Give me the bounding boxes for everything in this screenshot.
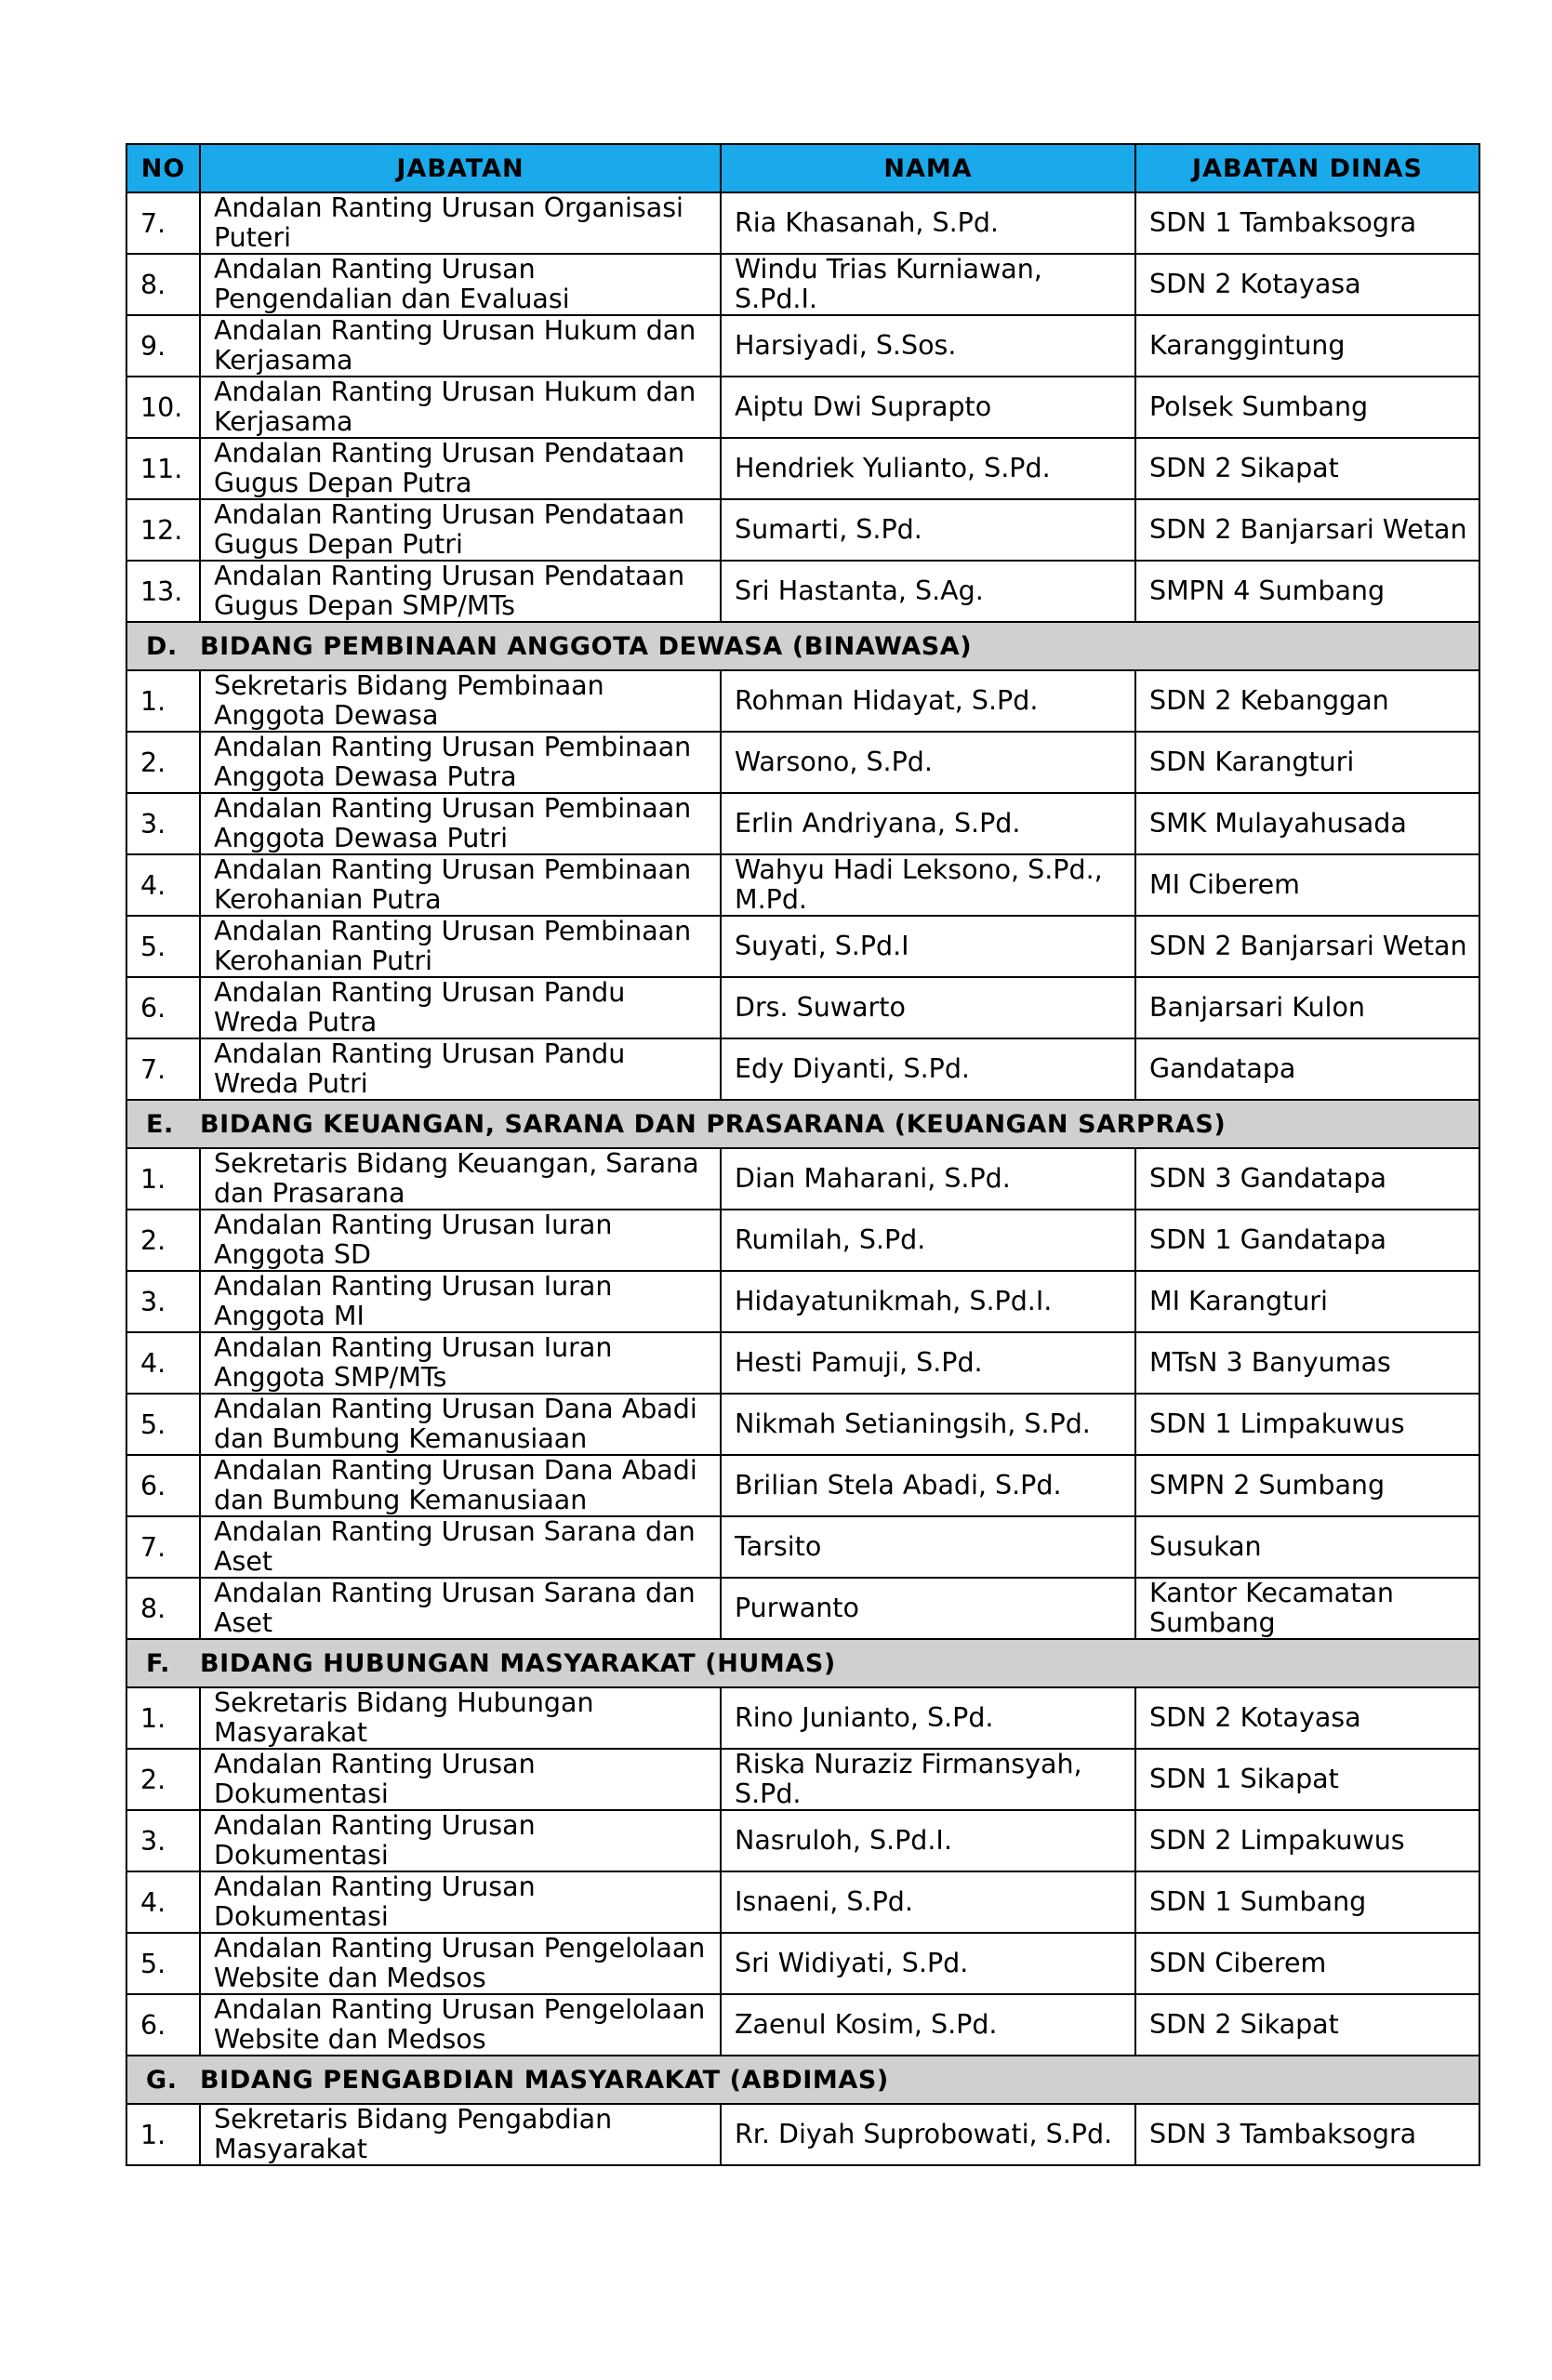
table-row (126, 1687, 1479, 1749)
section-letter: F. (146, 1648, 170, 1678)
row-nama: Zaenul Kosim, S.Pd. (721, 1994, 1135, 2056)
table-row (126, 315, 1479, 377)
row-number: 3. (126, 1271, 200, 1332)
row-number: 3. (126, 1810, 200, 1871)
row-nama: Rumilah, S.Pd. (721, 1210, 1135, 1271)
row-nama: Brilian Stela Abadi, S.Pd. (721, 1455, 1135, 1516)
row-jabatan: Andalan Ranting Urusan Dokumentasi (200, 1871, 721, 1933)
row-jabatan: Andalan Ranting Urusan Pembinaan Anggota Dewasa Putra (200, 732, 721, 793)
row-nama: Isnaeni, S.Pd. (721, 1871, 1135, 1933)
row-jabatan: Andalan Ranting Urusan Sarana dan Aset (200, 1516, 721, 1578)
row-nama: Rohman Hidayat, S.Pd. (721, 670, 1135, 732)
row-jabatan-dinas: SDN 2 Banjarsari Wetan (1135, 499, 1479, 561)
row-jabatan: Andalan Ranting Urusan Pendataan Gugus Depan Putra (200, 438, 721, 499)
row-jabatan-dinas: SDN 2 Limpakuwus (1135, 1810, 1479, 1871)
row-jabatan-dinas: Kantor Kecamatan Sumbang (1135, 1578, 1479, 1639)
row-nama: Sri Widiyati, S.Pd. (721, 1933, 1135, 1994)
section-title-cell (126, 1639, 1479, 1687)
row-nama: Drs. Suwarto (721, 977, 1135, 1038)
table-header (126, 144, 1479, 192)
table-row (126, 438, 1479, 499)
row-jabatan-dinas: SDN 2 Kebanggan (1135, 670, 1479, 732)
table-row (126, 2104, 1479, 2165)
table-row (126, 1933, 1479, 1994)
row-jabatan-dinas: SDN 3 Tambaksogra (1135, 2104, 1479, 2165)
row-jabatan: Andalan Ranting Urusan Pengelolaan Website dan Medsos (200, 1933, 721, 1994)
row-nama: Tarsito (721, 1516, 1135, 1578)
row-jabatan-dinas: SMPN 4 Sumbang (1135, 561, 1479, 622)
row-number: 6. (126, 1994, 200, 2056)
row-number: 5. (126, 1933, 200, 1994)
row-nama: Dian Maharani, S.Pd. (721, 1148, 1135, 1210)
section-header-row (126, 622, 1479, 670)
row-number: 2. (126, 1210, 200, 1271)
table-row (126, 1210, 1479, 1271)
row-jabatan-dinas: SDN 1 Limpakuwus (1135, 1394, 1479, 1455)
row-number: 5. (126, 1394, 200, 1455)
section-letter: G. (146, 2065, 178, 2095)
row-number: 4. (126, 1332, 200, 1394)
section-title-cell (126, 2056, 1479, 2104)
section-title: BIDANG KEUANGAN, SARANA DAN PRASARANA (KEUANGAN SARPRAS) (200, 1109, 1227, 1139)
header-no: NO (126, 144, 200, 192)
row-jabatan: Andalan Ranting Urusan Iuran Anggota MI (200, 1271, 721, 1332)
row-jabatan: Andalan Ranting Urusan Pendataan Gugus Depan Putri (200, 499, 721, 561)
table-row (126, 1038, 1479, 1100)
row-nama: Harsiyadi, S.Sos. (721, 315, 1135, 377)
row-nama: Windu Trias Kurniawan, S.Pd.I. (721, 254, 1135, 315)
row-jabatan-dinas: SDN 2 Kotayasa (1135, 254, 1479, 315)
row-number: 8. (126, 1578, 200, 1639)
row-nama: Hidayatunikmah, S.Pd.I. (721, 1271, 1135, 1332)
row-jabatan-dinas: SDN 2 Sikapat (1135, 438, 1479, 499)
row-jabatan-dinas: MTsN 3 Banyumas (1135, 1332, 1479, 1394)
row-jabatan-dinas: SDN 2 Banjarsari Wetan (1135, 916, 1479, 977)
row-jabatan-dinas: SDN 2 Kotayasa (1135, 1687, 1479, 1749)
table-row (126, 1394, 1479, 1455)
row-jabatan: Sekretaris Bidang Pengabdian Masyarakat (200, 2104, 721, 2165)
row-nama: Rr. Diyah Suprobowati, S.Pd. (721, 2104, 1135, 2165)
row-jabatan: Andalan Ranting Urusan Dokumentasi (200, 1749, 721, 1810)
header-jabatan: JABATAN (200, 144, 721, 192)
table-row (126, 1332, 1479, 1394)
table-row (126, 1455, 1479, 1516)
table-row (126, 977, 1479, 1038)
row-jabatan-dinas: Karanggintung (1135, 315, 1479, 377)
row-nama: Hesti Pamuji, S.Pd. (721, 1332, 1135, 1394)
row-jabatan-dinas: SDN 2 Sikapat (1135, 1994, 1479, 2056)
table-row (126, 377, 1479, 438)
row-number: 5. (126, 916, 200, 977)
table-row (126, 192, 1479, 254)
row-number: 1. (126, 670, 200, 732)
section-title-cell (126, 1100, 1479, 1148)
row-number: 7. (126, 1516, 200, 1578)
row-number: 12. (126, 499, 200, 561)
row-jabatan-dinas: SDN 1 Gandatapa (1135, 1210, 1479, 1271)
header-row (126, 144, 1479, 192)
row-number: 9. (126, 315, 200, 377)
row-jabatan: Sekretaris Bidang Keuangan, Sarana dan Prasarana (200, 1148, 721, 1210)
section-letter: D. (146, 631, 178, 661)
row-nama: Sumarti, S.Pd. (721, 499, 1135, 561)
row-nama: Rino Junianto, S.Pd. (721, 1687, 1135, 1749)
row-jabatan: Sekretaris Bidang Pembinaan Anggota Dewasa (200, 670, 721, 732)
row-jabatan: Andalan Ranting Urusan Pembinaan Kerohanian Putra (200, 854, 721, 916)
row-jabatan: Andalan Ranting Urusan Dana Abadi dan Bumbung Kemanusiaan (200, 1394, 721, 1455)
row-number: 13. (126, 561, 200, 622)
row-number: 1. (126, 1148, 200, 1210)
row-number: 7. (126, 192, 200, 254)
row-number: 2. (126, 732, 200, 793)
row-jabatan-dinas: SDN 1 Sikapat (1135, 1749, 1479, 1810)
row-number: 7. (126, 1038, 200, 1100)
row-number: 4. (126, 1871, 200, 1933)
section-title-cell (126, 622, 1479, 670)
row-jabatan: Andalan Ranting Urusan Sarana dan Aset (200, 1578, 721, 1639)
table-row (126, 1994, 1479, 2056)
row-jabatan: Andalan Ranting Urusan Iuran Anggota SD (200, 1210, 721, 1271)
table-row (126, 1271, 1479, 1332)
row-number: 8. (126, 254, 200, 315)
row-nama: Nikmah Setianingsih, S.Pd. (721, 1394, 1135, 1455)
table-row (126, 1578, 1479, 1639)
row-jabatan-dinas: SDN 1 Tambaksogra (1135, 192, 1479, 254)
table-row (126, 1749, 1479, 1810)
section-header-row (126, 1639, 1479, 1687)
table-row (126, 670, 1479, 732)
row-nama: Erlin Andriyana, S.Pd. (721, 793, 1135, 854)
row-number: 1. (126, 2104, 200, 2165)
table-row (126, 793, 1479, 854)
row-jabatan: Andalan Ranting Urusan Pandu Wreda Putri (200, 1038, 721, 1100)
row-jabatan: Andalan Ranting Urusan Organisasi Puteri (200, 192, 721, 254)
row-jabatan-dinas: SMK Mulayahusada (1135, 793, 1479, 854)
row-number: 10. (126, 377, 200, 438)
table-row (126, 732, 1479, 793)
section-title: BIDANG PEMBINAAN ANGGOTA DEWASA (BINAWASA) (200, 631, 973, 661)
table-row (126, 1148, 1479, 1210)
row-nama: Wahyu Hadi Leksono, S.Pd., M.Pd. (721, 854, 1135, 916)
row-nama: Riska Nuraziz Firmansyah, S.Pd. (721, 1749, 1135, 1810)
row-jabatan-dinas: Gandatapa (1135, 1038, 1479, 1100)
table-row (126, 254, 1479, 315)
row-jabatan: Andalan Ranting Urusan Dana Abadi dan Bumbung Kemanusiaan (200, 1455, 721, 1516)
section-title: BIDANG PENGABDIAN MASYARAKAT (ABDIMAS) (200, 2065, 889, 2095)
row-jabatan-dinas: Polsek Sumbang (1135, 377, 1479, 438)
section-letter: E. (146, 1109, 174, 1139)
row-jabatan: Andalan Ranting Urusan Pembinaan Anggota Dewasa Putri (200, 793, 721, 854)
row-jabatan: Andalan Ranting Urusan Pengendalian dan Evaluasi (200, 254, 721, 315)
row-nama: Ria Khasanah, S.Pd. (721, 192, 1135, 254)
row-jabatan: Andalan Ranting Urusan Pengelolaan Website dan Medsos (200, 1994, 721, 2056)
row-jabatan-dinas: SDN 3 Gandatapa (1135, 1148, 1479, 1210)
row-nama: Hendriek Yulianto, S.Pd. (721, 438, 1135, 499)
row-number: 3. (126, 793, 200, 854)
row-number: 2. (126, 1749, 200, 1810)
row-nama: Suyati, S.Pd.I (721, 916, 1135, 977)
row-jabatan-dinas: MI Karangturi (1135, 1271, 1479, 1332)
row-jabatan: Andalan Ranting Urusan Hukum dan Kerjasama (200, 377, 721, 438)
table-row (126, 561, 1479, 622)
table-row (126, 1516, 1479, 1578)
row-nama: Purwanto (721, 1578, 1135, 1639)
section-title: BIDANG HUBUNGAN MASYARAKAT (HUMAS) (200, 1648, 836, 1678)
table-row (126, 1810, 1479, 1871)
row-number: 11. (126, 438, 200, 499)
section-header-row (126, 2056, 1479, 2104)
row-number: 6. (126, 977, 200, 1038)
table-row (126, 499, 1479, 561)
row-jabatan-dinas: Susukan (1135, 1516, 1479, 1578)
row-jabatan-dinas: SDN 1 Sumbang (1135, 1871, 1479, 1933)
table-row (126, 1871, 1479, 1933)
roster-table (126, 143, 1480, 2166)
row-jabatan-dinas: SMPN 2 Sumbang (1135, 1455, 1479, 1516)
row-jabatan: Andalan Ranting Urusan Pembinaan Kerohanian Putri (200, 916, 721, 977)
row-jabatan: Andalan Ranting Urusan Pendataan Gugus Depan SMP/MTs (200, 561, 721, 622)
row-jabatan-dinas: SDN Karangturi (1135, 732, 1479, 793)
row-nama: Aiptu Dwi Suprapto (721, 377, 1135, 438)
section-header-row (126, 1100, 1479, 1148)
row-number: 6. (126, 1455, 200, 1516)
row-number: 4. (126, 854, 200, 916)
row-number: 1. (126, 1687, 200, 1749)
row-nama: Edy Diyanti, S.Pd. (721, 1038, 1135, 1100)
row-nama: Sri Hastanta, S.Ag. (721, 561, 1135, 622)
table-row (126, 854, 1479, 916)
row-nama: Warsono, S.Pd. (721, 732, 1135, 793)
row-jabatan-dinas: Banjarsari Kulon (1135, 977, 1479, 1038)
header-nama: NAMA (721, 144, 1135, 192)
row-nama: Nasruloh, S.Pd.I. (721, 1810, 1135, 1871)
row-jabatan: Andalan Ranting Urusan Pandu Wreda Putra (200, 977, 721, 1038)
table-body (126, 192, 1479, 2165)
row-jabatan: Andalan Ranting Urusan Dokumentasi (200, 1810, 721, 1871)
row-jabatan: Sekretaris Bidang Hubungan Masyarakat (200, 1687, 721, 1749)
header-jabatan-dinas: JABATAN DINAS (1135, 144, 1479, 192)
row-jabatan-dinas: SDN Ciberem (1135, 1933, 1479, 1994)
row-jabatan: Andalan Ranting Urusan Iuran Anggota SMP/MTs (200, 1332, 721, 1394)
row-jabatan: Andalan Ranting Urusan Hukum dan Kerjasama (200, 315, 721, 377)
row-jabatan-dinas: MI Ciberem (1135, 854, 1479, 916)
table-row (126, 916, 1479, 977)
